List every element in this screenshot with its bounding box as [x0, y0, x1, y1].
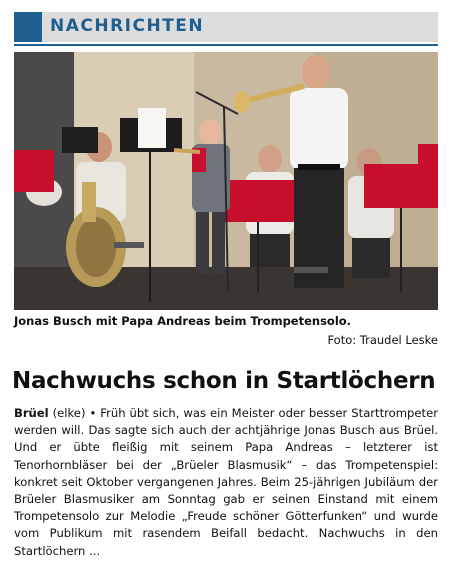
article-dateline: Brüel — [14, 406, 49, 420]
section-header — [14, 12, 438, 42]
section-title: NACHRICHTEN — [50, 16, 205, 36]
article-headline: Nachwuchs schon in Startlöchern — [12, 368, 436, 394]
photo-caption: Jonas Busch mit Papa Andreas beim Trompetensolo. — [14, 314, 352, 328]
article-photo — [14, 52, 438, 310]
article-text: Früh übt sich, was ein Meister oder besser Starttrompeter werden will. Das sagte sich auch der achtjährige Jonas Busch aus Brüel. Und er übte fleißig mit seinem Papa Andreas – letzterer ist Tenorhornbläser bei der „Brüeler Blasmusik“ – das Trompetenspiel: konkret seit Oktober vergangenen Jahres. Beim 25-jährigen Jubiläum der Brüeler Blasmusiker am Sonntag gab er seinen Einstand mit einem Trompetensolo zur Melodie „Freude schöner Götterfunken“ und wurde vom Publikum mit rasendem Beifall bedacht. Nachwuchs in den Startlöchern ... — [14, 406, 438, 558]
section-marker — [14, 12, 42, 42]
photo-credit: Foto: Traudel Leske — [327, 333, 438, 347]
article-byline: (elke) • — [48, 406, 101, 420]
article-body — [14, 405, 438, 560]
header-rule — [14, 44, 438, 46]
photo-illustration — [14, 52, 438, 310]
